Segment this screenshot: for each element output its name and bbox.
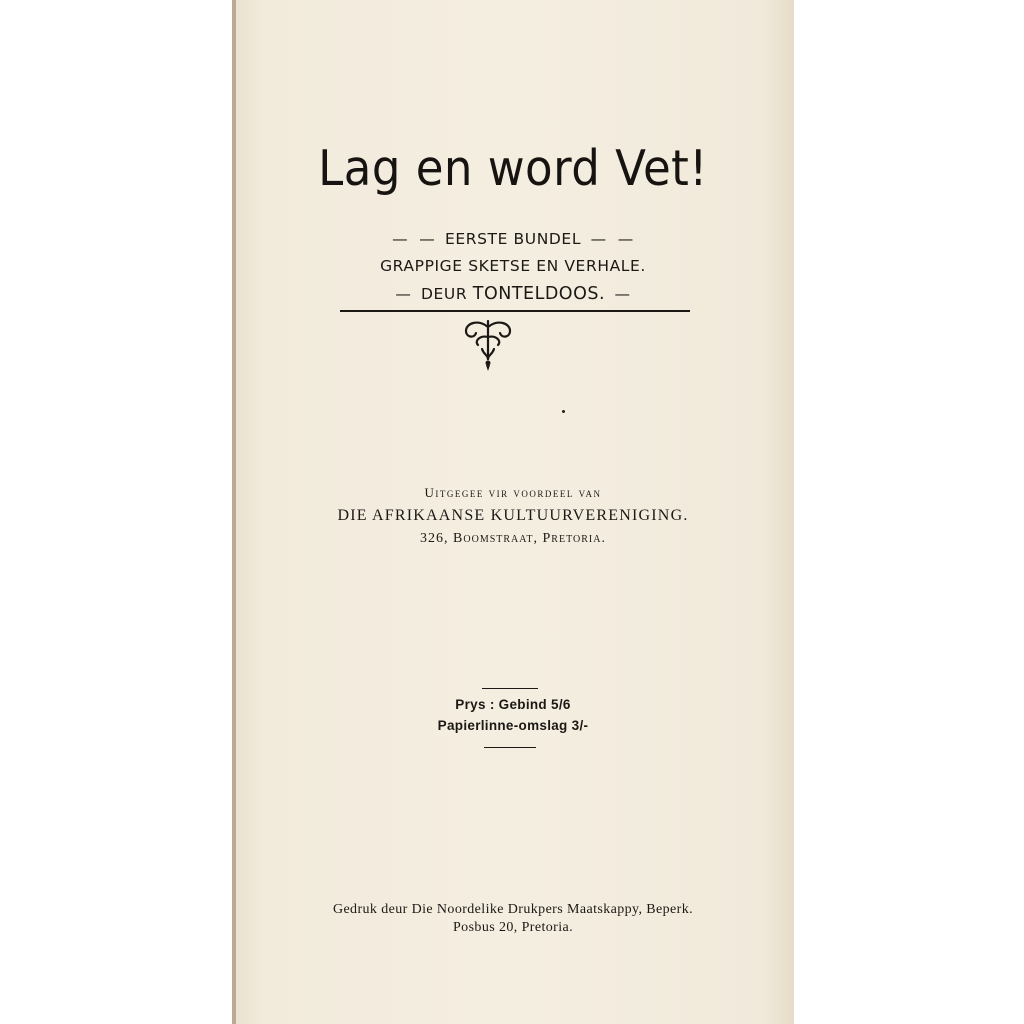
subtitle-line-1: — — EERSTE BUNDEL — —	[392, 230, 634, 248]
publisher-name: DIE AFRIKAANSE KULTUURVERENIGING.	[337, 507, 689, 524]
author-name: TONTELDOOS.	[472, 284, 606, 304]
ink-speck	[562, 410, 565, 413]
subtitle-line-3: — DEUR TONTELDOOS. —	[395, 284, 631, 304]
fleuron-ornament-icon	[460, 315, 516, 371]
edition-label: EERSTE BUNDEL	[444, 230, 582, 248]
printer-address: Posbus 20, Pretoria.	[453, 920, 573, 935]
subtitle-line-2: GRAPPIGE SKETSE EN VERHALE.	[380, 257, 646, 275]
price-paper: Papierlinne-omslag 3/-	[437, 718, 589, 733]
book-title: Lag en word Vet!	[318, 140, 708, 197]
title-rule	[340, 310, 690, 312]
publisher-address: 326, Boomstraat, Pretoria.	[420, 531, 606, 546]
price-bound: Prys : Gebind 5/6	[455, 697, 571, 712]
publisher-intro: Uitgegee vir voordeel van	[424, 485, 602, 500]
price-rule-top	[482, 688, 538, 689]
title-page	[232, 0, 794, 1024]
printer-line: Gedruk deur Die Noordelike Drukpers Maatskappy, Beperk.	[332, 902, 694, 917]
author-prefix: DEUR	[420, 285, 468, 303]
price-rule-bottom	[484, 747, 536, 748]
